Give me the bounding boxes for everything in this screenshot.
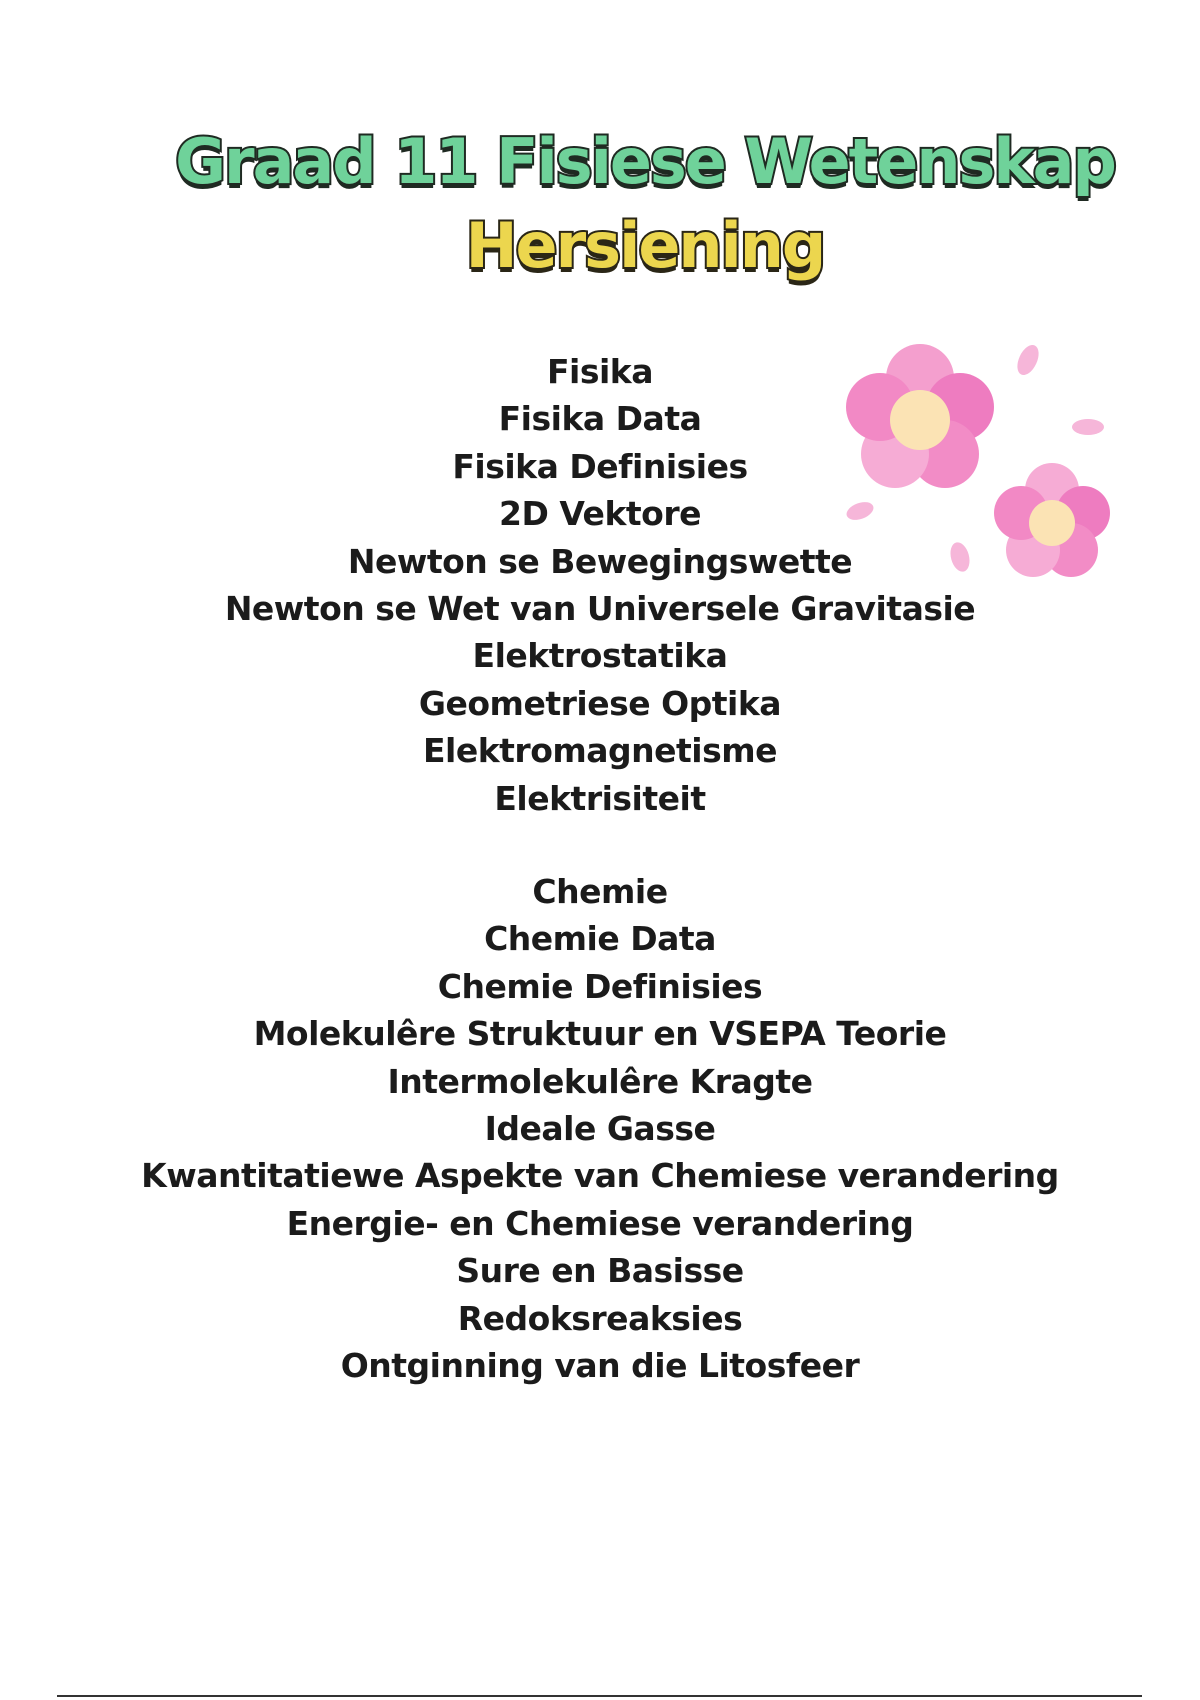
page-title: Graad 11 Fisiese Wetenskap <box>175 125 1115 198</box>
list-item: Elektrisiteit <box>494 778 706 818</box>
list-item: Ideale Gasse <box>484 1109 716 1149</box>
list-item: Fisika <box>546 352 654 391</box>
list-item: Elektromagnetisme <box>422 731 778 771</box>
chemistry-topic-list <box>0 868 1200 1389</box>
list-item: Chemie Data <box>484 919 716 959</box>
list-item: Sure en Basisse <box>456 1251 744 1291</box>
list-item: Fisika Definisies <box>452 446 748 486</box>
list-item: 2D Vektore <box>498 494 701 534</box>
list-item: Chemie Definisies <box>437 966 763 1006</box>
list-item: Redoksreaksies <box>457 1298 743 1338</box>
list-item: Geometriese Optika <box>418 683 782 723</box>
physics-topic-list <box>0 348 1200 822</box>
page-subtitle: Hersiening <box>465 209 825 282</box>
list-item: Molekulêre Struktuur en VSEPA Teorie <box>253 1014 947 1054</box>
list-item: Elektrostatika <box>472 636 728 676</box>
list-item: Energie- en Chemiese verandering <box>286 1203 914 1243</box>
list-item: Chemie <box>532 872 668 911</box>
list-item: Fisika Data <box>498 399 702 439</box>
bottom-divider <box>57 1695 1142 1697</box>
list-item: Intermolekulêre Kragte <box>387 1061 813 1101</box>
list-item: Newton se Wet van Universele Gravitasie <box>224 589 976 629</box>
list-item: Newton se Bewegingswette <box>347 541 853 581</box>
list-item: Kwantitatiewe Aspekte van Chemiese verandering <box>141 1156 1059 1196</box>
list-item: Ontginning van die Litosfeer <box>340 1346 860 1386</box>
